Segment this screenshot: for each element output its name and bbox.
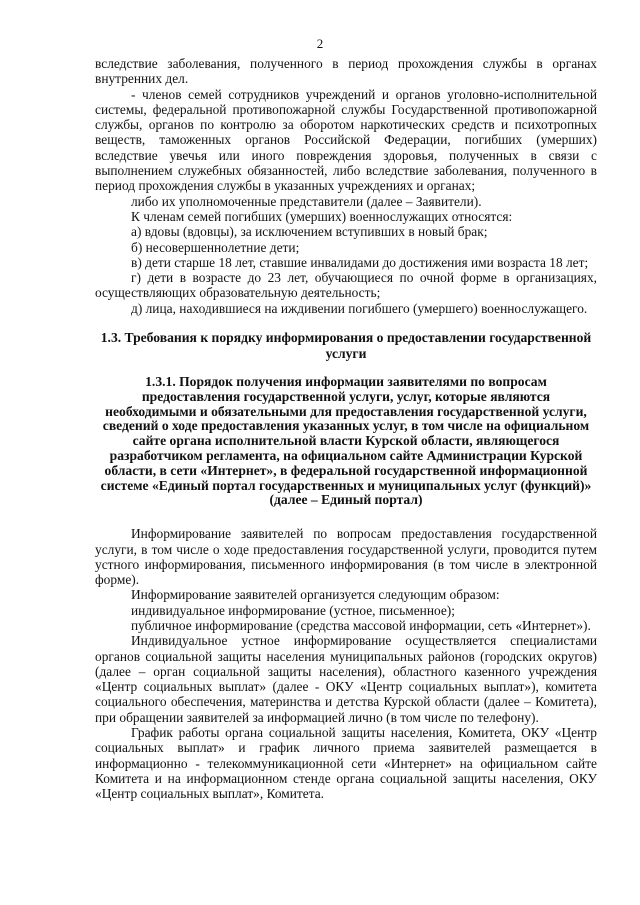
paragraph: вследствие заболевания, полученного в период прохождения службы в органах внутренних дел.	[95, 56, 597, 87]
subsection-heading: 1.3.1. Порядок получения информации заявителями по вопросам предоставления государственной услуги, услуг, которые являются необходимыми и обязательными для предоставления государственной услуги, сведений о ходе предоставления указанных услуг, в том числе на официальном сайте органа исполнительной власти Курской области, являющегося разработчиком регламента, на официальном сайте Администрации Курской области, в сети «Интернет», в федеральной государственной информационной системе «Единый портал государственных и муниципальных услуг (функций)» (далее – Единый портал)	[100, 374, 592, 508]
paragraph: К членам семей погибших (умерших) военнослужащих относятся:	[131, 208, 513, 224]
paragraph: публичное информирование (средства массовой информации, сеть «Интернет»).	[131, 618, 591, 633]
list-item: б) несовершеннолетние дети;	[131, 239, 300, 255]
paragraph: Информирование заявителей организуется следующим образом:	[131, 587, 500, 603]
paragraph: График работы органа социальной защиты населения, Комитета, ОКУ «Центр социальных выплат» и график личного приема заявителей размещается в информационно - телекоммуникационной сети «Интернет» на официальном сайте Комитета и на информационном стенде органа социальной защиты населения, ОКУ «Центр социальных выплат», Комитета.	[95, 725, 597, 802]
list-item: в) дети старше 18 лет, ставшие инвалидами до достижения ими возраста 18 лет;	[131, 254, 589, 270]
paragraph: либо их уполномоченные представители (далее – Заявители).	[131, 193, 482, 209]
page-number: 2	[316, 36, 324, 51]
list-item: а) вдовы (вдовцы), за исключением вступивших в новый брак;	[131, 224, 488, 240]
section-heading: 1.3. Требования к порядку информирования о предоставлении государственной услуги	[100, 330, 592, 361]
list-item: д) лица, находившиеся на иждивении погибшего (умершего) военнослужащего.	[131, 300, 588, 316]
paragraph: Индивидуальное устное информирование осуществляется специалистами органов социальной защиты населения муниципальных районов (городских округов) (далее – орган социальной защиты населения), областного казенного учреждения «Центр социальных выплат» (далее - ОКУ «Центр социальных выплат»), комитета социального обеспечения, материнства и детства Курской области (далее – Комитета), при обращении заявителей за информацией лично (в том числе по телефону).	[95, 633, 597, 725]
paragraph: индивидуальное информирование (устное, письменное);	[131, 602, 455, 618]
list-item: г) дети в возрасте до 23 лет, обучающиеся по очной форме в организациях, осуществляющих образовательную деятельность;	[95, 270, 597, 301]
paragraph: Информирование заявителей по вопросам предоставления государственной услуги, в том числе о ходе предоставления государственной услуги, проводится путем устного информирования, письменного информирования (в том числе в электронной форме).	[95, 526, 597, 588]
list-item: - членов семей сотрудников учреждений и органов уголовно-исполнительной системы, федеральной противопожарной службы Государственной противопожарной службы, органов по контролю за оборотом наркотических средств и психотропных веществ, таможенных органов Российской Федерации, погибших (умерших) вследствие увечья или иного повреждения здоровья, полученных в связи с выполнением служебных обязанностей, либо вследствие заболевания, полученного в период прохождения службы в указанных учреждениях и органах;	[95, 86, 597, 194]
document-body	[95, 56, 597, 802]
